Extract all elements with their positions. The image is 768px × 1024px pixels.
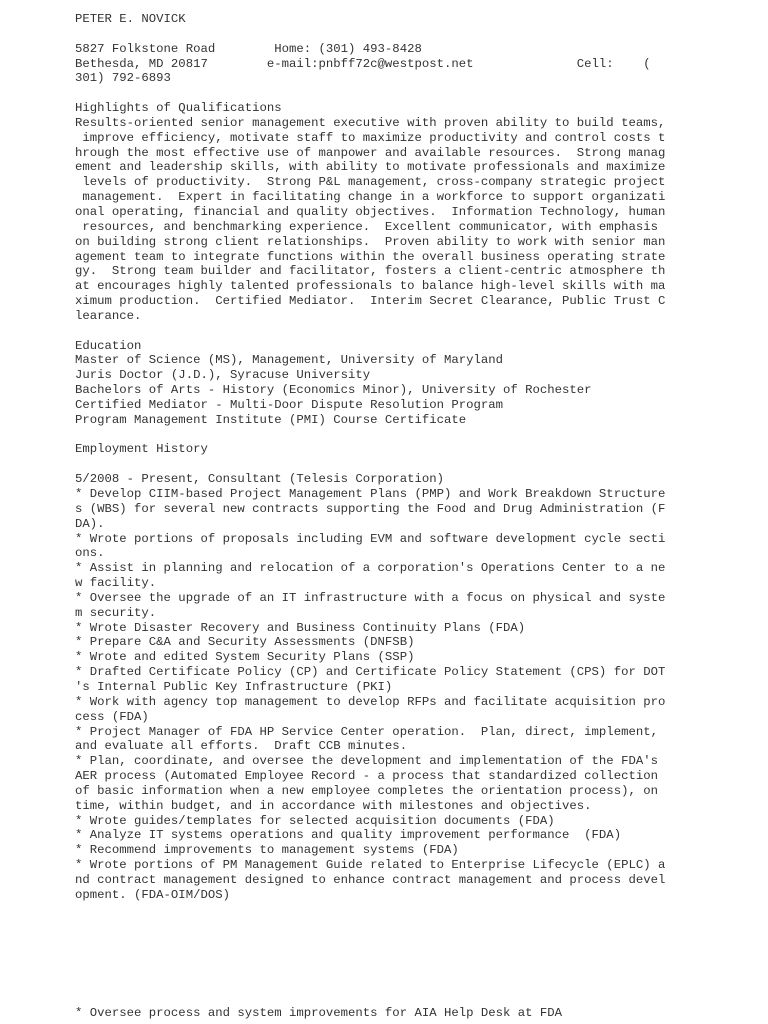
employment-line: * Oversee the upgrade of an IT infrastructure with a focus on physical and syste [75, 590, 666, 605]
employment-line: * Analyze IT systems operations and quality improvement performance (FDA) [75, 828, 622, 843]
qualifications-line: improve efficiency, motivate staff to maximize productivity and control costs t [75, 130, 666, 145]
spacer [75, 86, 685, 101]
qualifications-line: management. Expert in facilitating change in a workforce to support organizati [75, 190, 666, 205]
employment-line: 's Internal Public Key Infrastructure (PKI) [75, 679, 393, 694]
qualifications-line: on building strong client relationships. Proven ability to work with senior man [75, 234, 666, 249]
employment-line: DA). [75, 516, 105, 531]
employment-section [75, 442, 685, 902]
employment-line: and evaluate all efforts. Draft CCB minutes. [75, 739, 408, 754]
qualifications-heading: Highlights of Qualifications [75, 101, 282, 116]
qualifications-line: gy. Strong team builder and facilitator, fosters a client-centric atmosphere th [75, 264, 666, 279]
employment-line: of basic information when a new employee completes the orientation process), on [75, 783, 658, 798]
spacer [75, 27, 685, 42]
employment-line: * Plan, coordinate, and oversee the development and implementation of the FDA's [75, 754, 658, 769]
employment-line: * Develop CIIM-based Project Management Plans (PMP) and Work Breakdown Structure [75, 487, 666, 501]
employment-line: ons. [75, 546, 105, 561]
candidate-name: PETER E. NOVICK [75, 12, 186, 26]
employment-line: s (WBS) for several new contracts supporting the Food and Drug Administration (F [75, 501, 666, 516]
education-section [75, 339, 685, 428]
contact-line: Bethesda, MD 20817 e-mail:pnbff72c@westpost.net Cell: ( [75, 56, 651, 71]
qualifications-line: ximum production. Certified Mediator. Interim Secret Clearance, Public Trust C [75, 294, 666, 309]
qualifications-line: ement and leadership skills, with ability to motivate professionals and maximize [75, 160, 666, 175]
employment-line: * Wrote Disaster Recovery and Business Continuity Plans (FDA) [75, 620, 526, 635]
qualifications-line: levels of productivity. Strong P&L management, cross-company strategic project [75, 175, 666, 190]
education-line: Juris Doctor (J.D.), Syracuse University [75, 368, 371, 383]
employment-line: time, within budget, and in accordance with milestones and objectives. [75, 798, 592, 813]
employment-line: * Wrote portions of proposals including EVM and software development cycle secti [75, 531, 666, 546]
education-line: Program Management Institute (PMI) Course Certificate [75, 412, 467, 427]
employment-line: opment. (FDA-OIM/DOS) [75, 887, 230, 902]
education-heading: Education [75, 338, 142, 353]
contact-line: 5827 Folkstone Road Home: (301) 493-8428 [75, 41, 422, 56]
employment-line: * Project Manager of FDA HP Service Center operation. Plan, direct, implement, [75, 724, 658, 739]
employment-line: * Wrote portions of PM Management Guide related to Enterprise Lifecycle (EPLC) a [75, 858, 666, 873]
qualifications-line: resources, and benchmarking experience. Excellent communicator, with emphasis [75, 219, 666, 234]
footer-bullet-line: * Oversee process and system improvements for AIA Help Desk at FDA [75, 1006, 563, 1020]
education-line: Master of Science (MS), Management, University of Maryland [75, 353, 504, 368]
employment-line: 5/2008 - Present, Consultant (Telesis Corporation) [75, 472, 444, 487]
spacer [75, 428, 685, 443]
education-line: Bachelors of Arts - History (Economics Minor), University of Rochester [75, 383, 592, 398]
employment-line: * Work with agency top management to develop RFPs and facilitate acquisition pro [75, 694, 666, 709]
spacer [75, 457, 685, 472]
employment-line: m security. [75, 605, 157, 620]
qualifications-line: agement team to integrate functions within the overall business operating strate [75, 249, 666, 264]
qualifications-section [75, 101, 685, 324]
employment-line: w facility. [75, 576, 157, 591]
employment-line: nd contract management designed to enhance contract management and process devel [75, 872, 666, 887]
employment-line: AER process (Automated Employee Record - a process that standardized collection [75, 769, 658, 784]
qualifications-line: at encourages highly talented professionals to balance high-level skills with ma [75, 279, 666, 294]
education-line: Certified Mediator - Multi-Door Dispute Resolution Program [75, 397, 504, 412]
employment-line: * Recommend improvements to management systems (FDA) [75, 843, 459, 858]
employment-line: * Prepare C&A and Security Assessments (DNFSB) [75, 635, 415, 650]
employment-line: * Assist in planning and relocation of a corporation's Operations Center to a ne [75, 561, 666, 576]
qualifications-line: hrough the most effective use of manpower and available resources. Strong manag [75, 145, 666, 160]
employment-line: * Wrote and edited System Security Plans (SSP) [75, 650, 415, 665]
qualifications-line: onal operating, financial and quality objectives. Information Technology, human [75, 204, 666, 219]
resume-page [75, 12, 685, 903]
employment-line: cess (FDA) [75, 709, 149, 724]
employment-line: * Drafted Certificate Policy (CP) and Certificate Policy Statement (CPS) for DOT [75, 665, 666, 680]
qualifications-line: learance. [75, 308, 142, 323]
employment-line: * Wrote guides/templates for selected acquisition documents (FDA) [75, 813, 555, 828]
contact-line: 301) 792-6893 [75, 71, 171, 86]
spacer [75, 324, 685, 339]
employment-heading: Employment History [75, 442, 208, 457]
qualifications-line: Results-oriented senior management executive with proven ability to build teams, [75, 115, 666, 130]
contact-block [75, 42, 685, 87]
